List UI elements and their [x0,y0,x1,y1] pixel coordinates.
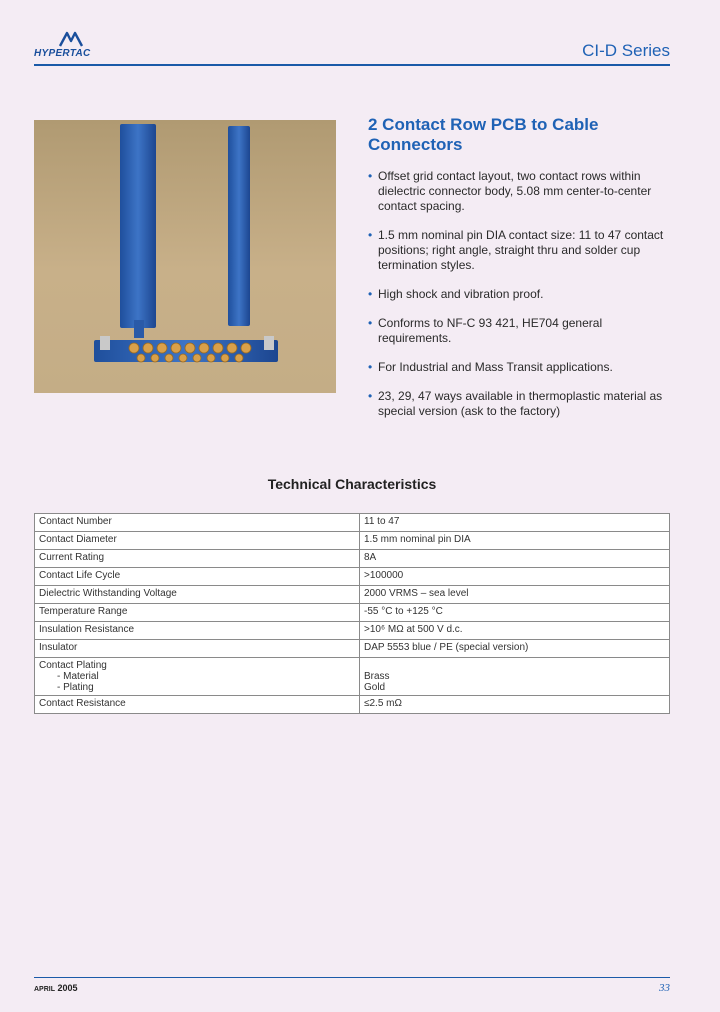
tech-characteristics-title: Technical Characteristics [267,476,437,492]
footer-year: 2005 [57,983,78,993]
feature-item: • High shock and vibration proof. [368,287,544,301]
table-row [35,658,670,696]
feature-list [368,169,670,433]
table-row [35,640,670,658]
spec-label [35,658,360,696]
table-row [35,514,670,532]
bullet-dot: • [368,360,373,374]
footer-date [34,983,78,993]
spec-value: >100000 [360,568,670,586]
table-row [35,550,670,568]
spec-label: Contact Diameter [35,532,360,550]
spec-label: Contact Life Cycle [35,568,360,586]
spec-value: >10⁶ MΩ at 500 V d.c. [360,622,670,640]
table-row [35,586,670,604]
feature-item: • 1.5 mm nominal pin DIA contact size: 11 to 47 contact positions; right angle, straight thru and solder cup termination styles. [368,228,664,272]
spec-value [360,658,670,696]
bullet-dot: • [368,169,373,183]
hypertac-logo [34,30,114,60]
spec-label: Insulator [35,640,360,658]
connector-illustration [34,120,336,393]
footer-month: APRIL [34,986,55,993]
spec-label: Current Rating [35,550,360,568]
bullet-dot: • [368,228,373,242]
table-row [35,568,670,586]
plating-value: Gold [364,682,386,693]
plating-label: Contact Plating [39,660,107,671]
table-row [35,696,670,714]
feature-item: • 23, 29, 47 ways available in thermoplastic material as special version (ask to the factory) [368,389,663,418]
hypertac-logo-icon [58,30,84,48]
specs-table [34,513,670,714]
footer-rule [34,977,670,978]
material-label: - Material [57,671,99,682]
table-row [35,532,670,550]
bullet-dot: • [368,316,373,330]
spec-value: -55 °C to +125 °C [360,604,670,622]
spec-value: 8A [360,550,670,568]
spec-label: Temperature Range [35,604,360,622]
spec-value: ≤2.5 mΩ [360,696,670,714]
spec-label: Contact Number [35,514,360,532]
bullet-dot: • [368,287,373,301]
spec-value: DAP 5553 blue / PE (special version) [360,640,670,658]
header-rule [34,64,670,66]
spec-value: 2000 VRMS – sea level [360,586,670,604]
feature-item: • Conforms to NF-C 93 421, HE704 general requirements. [368,316,603,345]
heading-line-1: 2 Contact Row PCB to Cable [368,115,599,134]
table-row [35,604,670,622]
table-row [35,622,670,640]
logo-text: HYPERTAC [34,48,91,59]
product-heading [368,115,668,155]
spec-label: Dielectric Withstanding Voltage [35,586,360,604]
feature-item: • Offset grid contact layout, two contact rows within dielectric connector body, 5.08 mm center-to-center contact spacing. [368,169,652,213]
product-photo [34,120,336,393]
spec-value: 11 to 47 [360,514,670,532]
material-value: Brass [364,671,390,682]
series-title: CI-D Series [582,41,670,60]
spec-label: Insulation Resistance [35,622,360,640]
bottom-connector [94,336,278,362]
plating-sub-label: - Plating [57,682,94,693]
spec-value: 1.5 mm nominal pin DIA [360,532,670,550]
bullet-dot: • [368,389,373,403]
spec-label: Contact Resistance [35,696,360,714]
feature-item: • For Industrial and Mass Transit applications. [368,360,613,374]
page-number: 33 [659,982,670,994]
heading-line-2: Connectors [368,135,463,154]
